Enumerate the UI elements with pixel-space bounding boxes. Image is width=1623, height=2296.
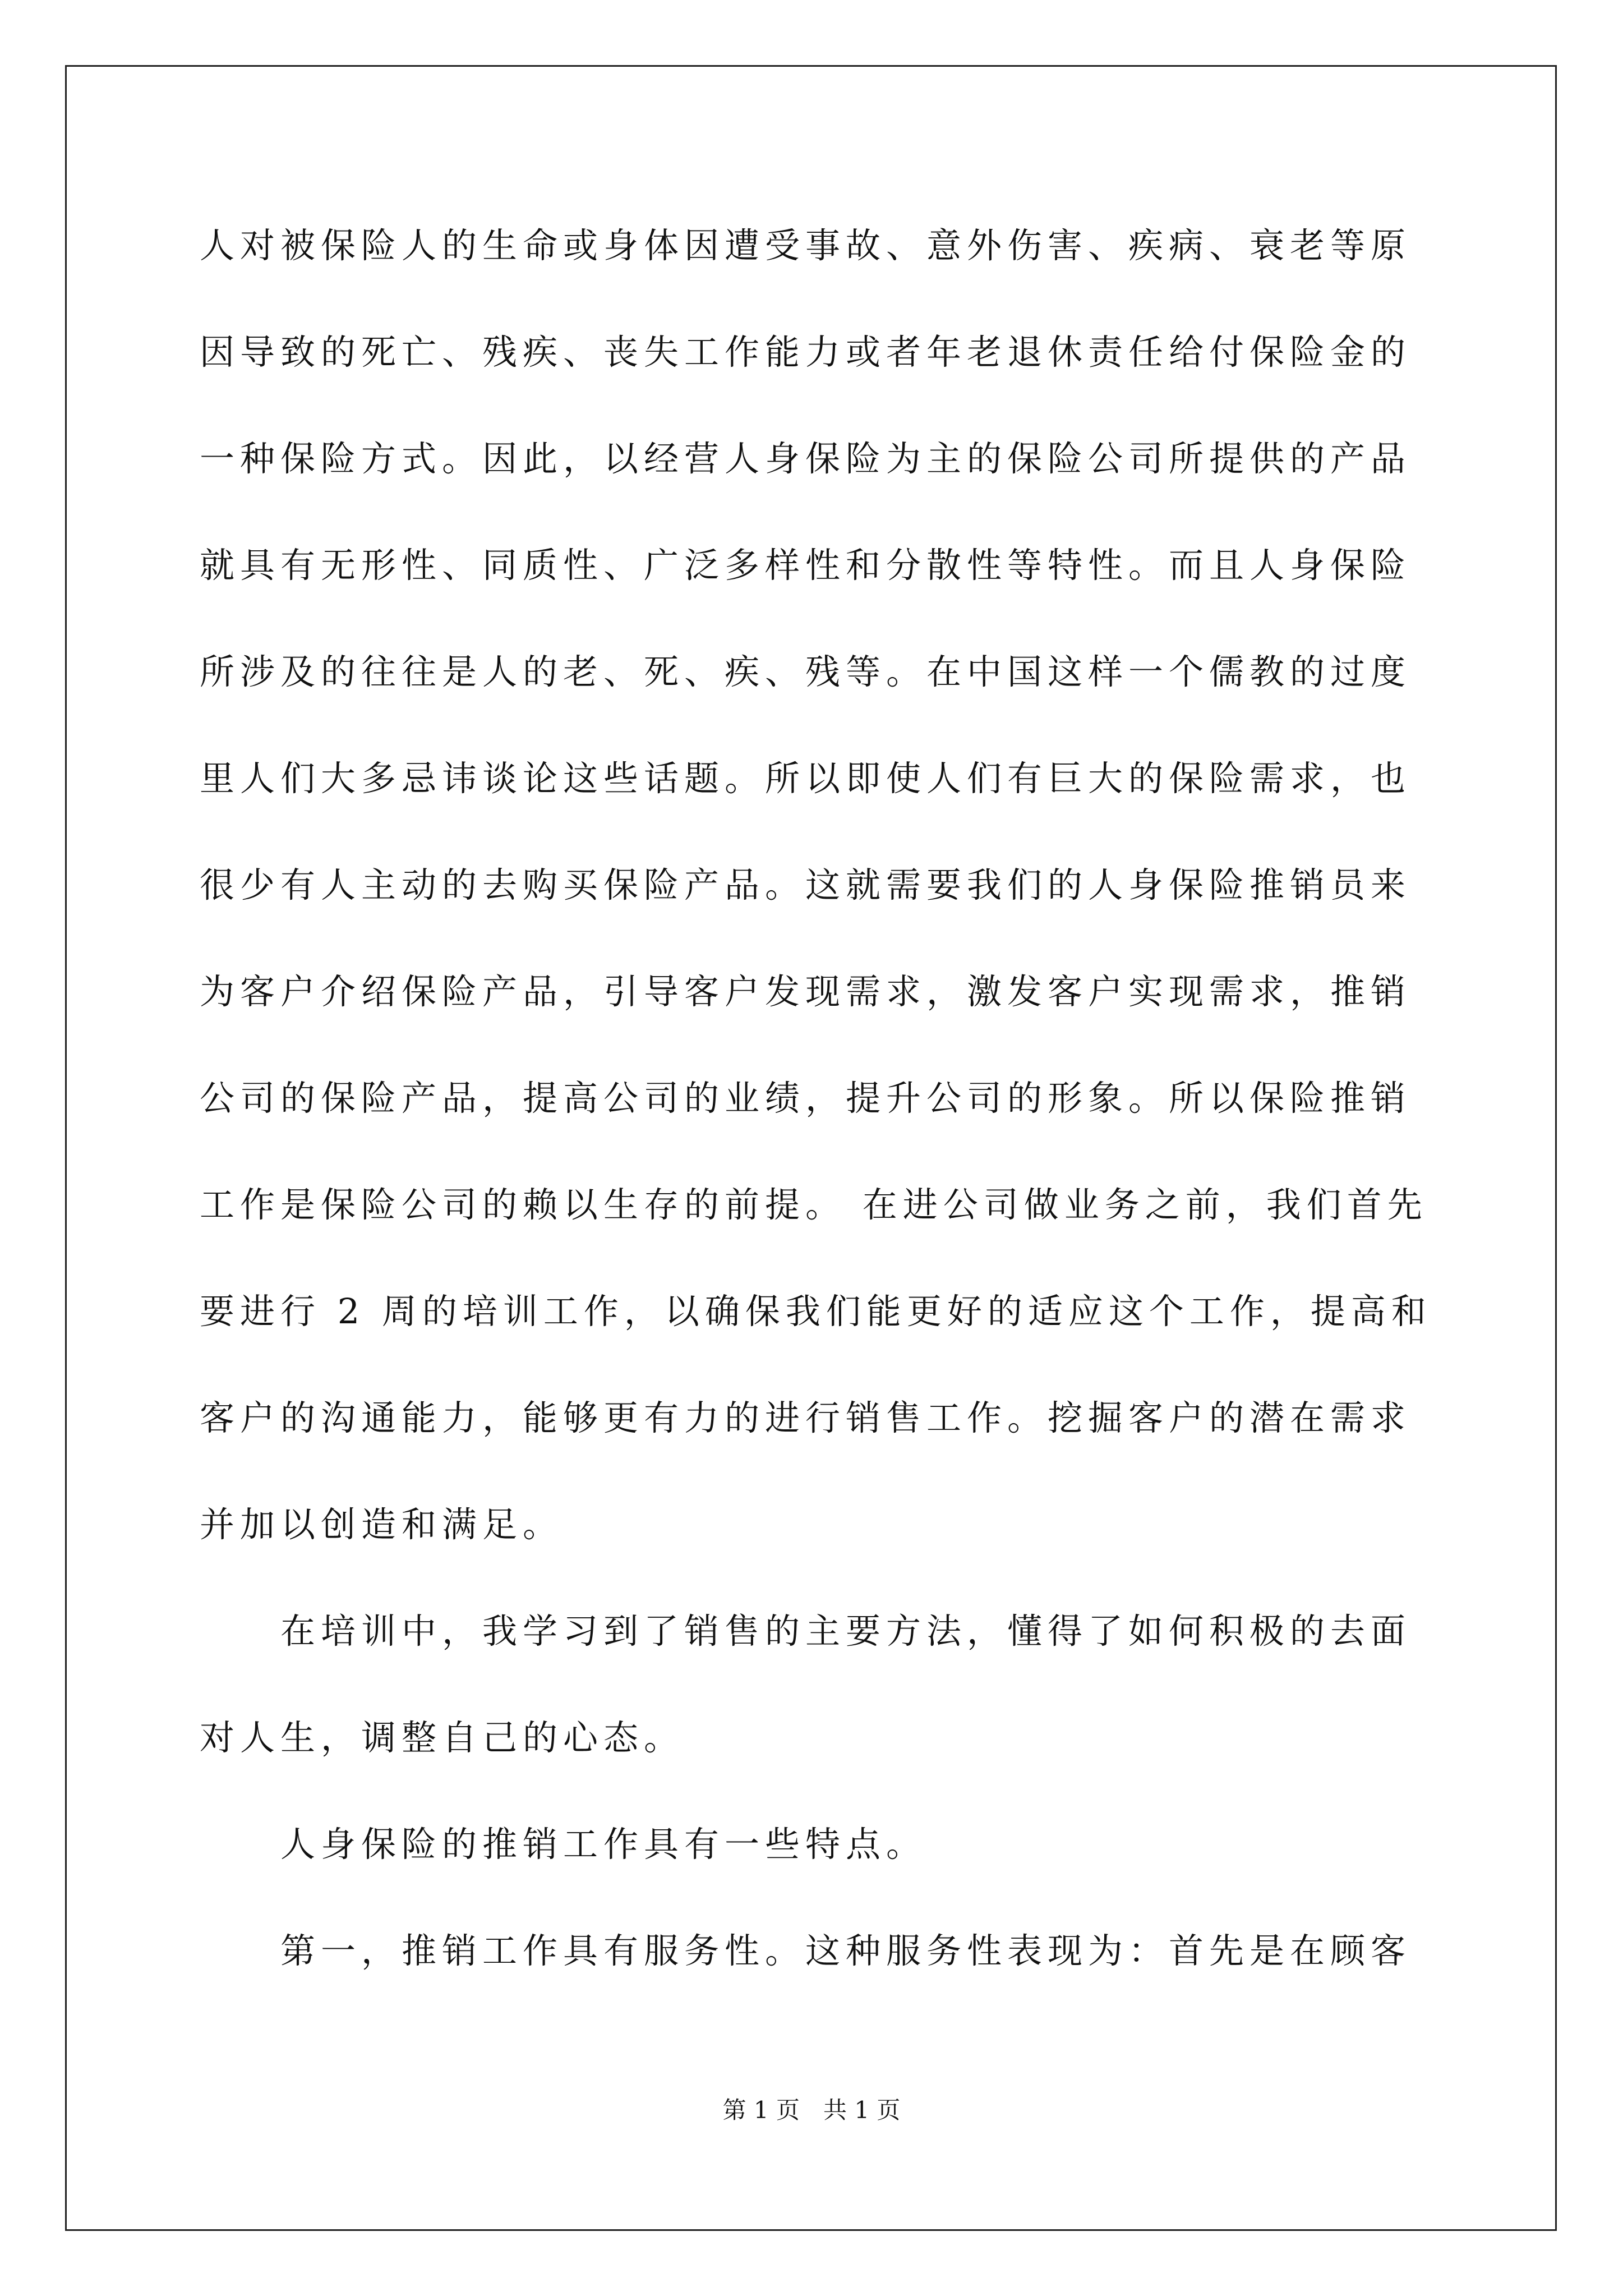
text-line: 公司的保险产品，提高公司的业绩，提升公司的形象。所以保险推销: [200, 1078, 1412, 1119]
text-line: 一种保险方式。因此，以经营人身保险为主的保险公司所提供的产品: [200, 438, 1412, 479]
text-line: 就具有无形性、同质性、广泛多样性和分散性等特性。而且人身保险: [200, 545, 1412, 586]
text-line: 里人们大多忌讳谈论这些话题。所以即使人们有巨大的保险需求，也: [200, 758, 1412, 799]
text-line: 第一，推销工作具有服务性。这种服务性表现为：首先是在顾客: [200, 1930, 1412, 1971]
text-line: 人身保险的推销工作具有一些特点。: [200, 1824, 927, 1865]
text-line: 工作是保险公司的赖以生存的前提。 在进公司做业务之前，我们首先: [200, 1184, 1428, 1225]
text-line: 在培训中，我学习到了销售的主要方法，懂得了如何积极的去面: [200, 1611, 1412, 1651]
page-footer: 第 1 页 共 1 页: [722, 2096, 901, 2124]
text-line: 很少有人主动的去购买保险产品。这就需要我们的人身保险推销员来: [200, 864, 1412, 905]
document-body: [200, 208, 1432, 2019]
text-line: 客户的沟通能力，能够更有力的进行销售工作。挖掘客户的潜在需求: [200, 1397, 1412, 1438]
text-line: 所涉及的往往是人的老、死、疾、残等。在中国这样一个儒教的过度: [200, 651, 1412, 692]
text-line: 人对被保险人的生命或身体因遭受事故、意外伤害、疾病、衰老等原: [200, 225, 1412, 266]
text-line: 并加以创造和满足。: [200, 1504, 564, 1545]
text-line: 对人生，调整自己的心态。: [200, 1717, 685, 1758]
text-line: 要进行 2 周的培训工作，以确保我们能更好的适应这个工作，提高和: [200, 1291, 1432, 1332]
text-line: 为客户介绍保险产品，引导客户发现需求，激发客户实现需求，推销: [200, 971, 1412, 1012]
text-line: 因导致的死亡、残疾、丧失工作能力或者年老退休责任给付保险金的: [200, 332, 1412, 372]
